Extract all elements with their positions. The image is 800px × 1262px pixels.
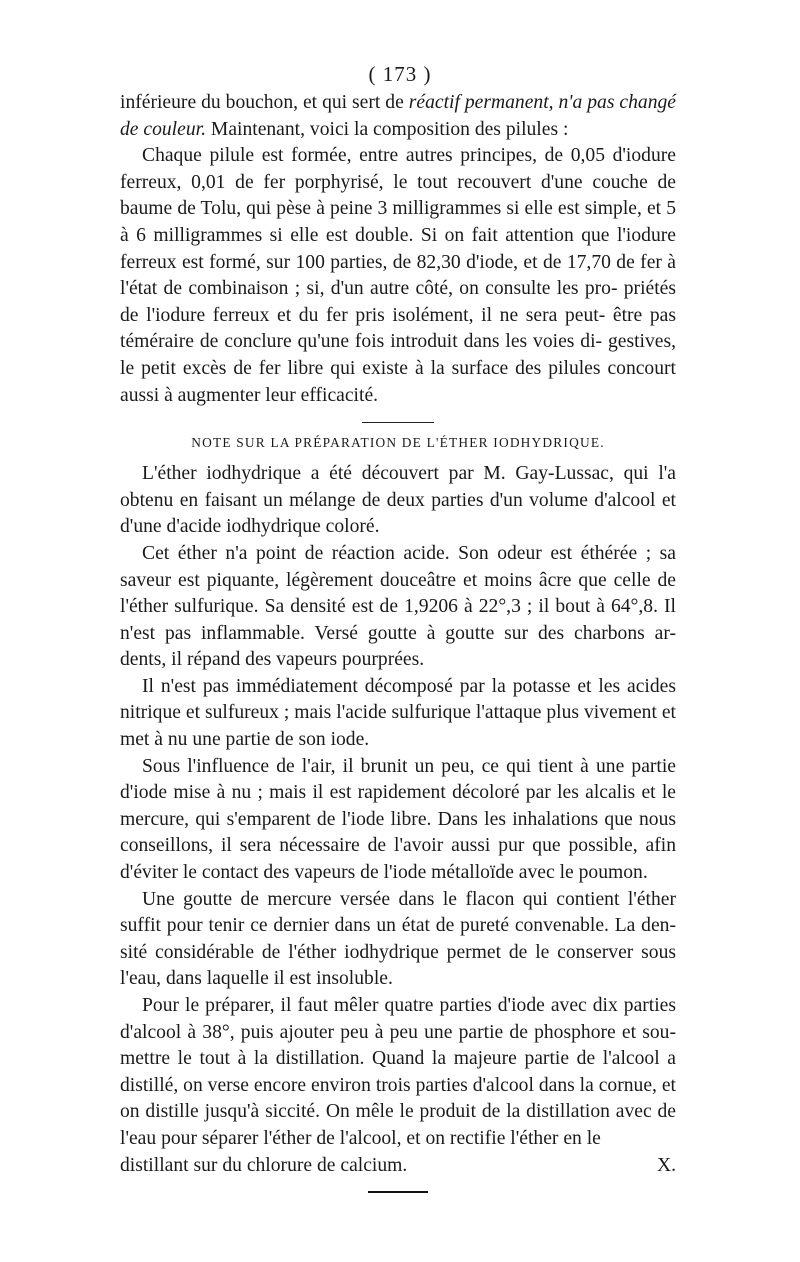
body-paragraph: L'éther iodhydrique a été découvert par M. Gay-Lussac, qui l'a obtenu en faisant un mélange de deux parties d'un volume d'alcool et d'une d'acide iodhydrique coloré. xyxy=(120,463,676,538)
closing-line xyxy=(120,1153,676,1180)
body-paragraph: Cet éther n'a point de réaction acide. Son odeur est éthérée ; sa saveur est piquante, légèrement douceâtre et moins âcre que celle de l'éther sulfurique. Sa densité est de 1,9206 à 22°,3 ; il bout à 64°,8. Il n'est pas inflammable. Versé goutte à goutte sur des charbons ar- dents, il répand des vapeurs pourprées. xyxy=(120,542,676,671)
body-paragraph: Une goutte de mercure versée dans le flacon qui contient l'éther suffit pour tenir ce dernier dans un état de pureté convenable. La den- sité considérable de l'éther iodhydrique permet de le conserver sous l'eau, dans laquelle il est insoluble. xyxy=(120,888,676,990)
pills-paragraph: Chaque pilule est formée, entre autres principes, de 0,05 d'iodure ferreux, 0,01 de fer porphyrisé, le tout recouvert d'une couche de baume de Tolu, qui pèse à peine 3 milligrammes si elle est simple, et 5 à 6 milligrammes si elle est double. Si on fait attention que l'iodure ferreux est formé, sur 100 parties, de 82,30 d'iode, et de 17,70 de fer à l'état de combinaison ; si, d'un autre côté, on consulte les pro- priétés de l'iodure ferreux et du fer pris isolément, il ne sera peut- être pas téméraire de conclure qu'une fois introduit dans les voies di- gestives, le petit excès de fer libre qui existe à la surface des pilules concourt aussi à augmenter leur efficacité. xyxy=(120,145,676,406)
section-divider xyxy=(362,422,434,423)
continuation-paragraph xyxy=(120,90,676,143)
final-line-text: distillant sur du chlorure de calcium. xyxy=(120,1154,408,1176)
page-number: ( 173 ) xyxy=(368,62,432,86)
author-signature: X. xyxy=(656,1154,676,1176)
text-column xyxy=(120,90,676,1193)
body-paragraph: Sous l'influence de l'air, il brunit un peu, ce qui tient à une partie d'iode mise à nu ; mais il est rapidement décoloré par les alcalis et le mercure, qui s'emparent de l'iode libre. Dans les inhalations que nous conseillons, il sera nécessaire de l'avoir aussi pur que possible, afin d'éviter le contact des vapeurs de l'iode métalloïde avec le poumon. xyxy=(120,755,676,884)
body-paragraph: Il n'est pas immédiatement décomposé par la potasse et les acides nitrique et sulfureux ; mais l'acide sulfurique l'attaque plus vivement et met à nu une partie de son iode. xyxy=(120,675,676,751)
continuation-tail: Maintenant, voici la composition des pilules : xyxy=(210,118,569,140)
section-title: NOTE SUR LA PRÉPARATION DE L'ÉTHER IODHYDRIQUE. xyxy=(191,435,605,451)
continuation-lead: inférieure du bouchon, et qui sert de xyxy=(120,92,404,113)
continuation-emphasis: réactif permanent, n'a pas changé de couleur. xyxy=(120,92,676,140)
final-paragraph: Pour le préparer, il faut mêler quatre parties d'iode avec dix parties d'alcool à 38°, puis ajouter peu à peu une partie de phosphore et sou- mettre le tout à la distillation. Quand la majeure partie de l'alcool a distillé, on verse encore environ trois parties d'alcool dans la cornue, et on distille jusqu'à siccité. On mêle le produit de la distillation avec de l'eau pour séparer l'éther de l'alcool, et on rectifie l'éther en le xyxy=(120,995,676,1149)
end-rule xyxy=(368,1191,428,1193)
